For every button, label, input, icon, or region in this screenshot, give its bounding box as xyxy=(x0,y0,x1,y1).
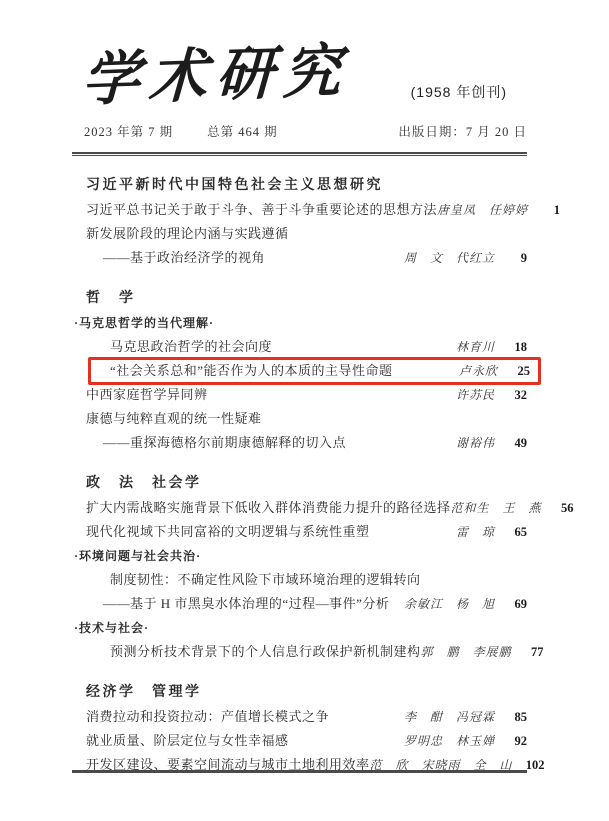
founded-note: (1958 年创刊) xyxy=(410,84,507,100)
journal-logo: 学术研究 xyxy=(80,38,351,113)
article-authors: 谢裕伟 xyxy=(455,436,495,450)
toc-row xyxy=(72,705,527,729)
article-title: ——重探海德格尔前期康德解释的切入点 xyxy=(103,435,347,450)
article-page-number: 49 xyxy=(514,436,527,450)
toc-row xyxy=(72,520,527,544)
article-title: 习近平新时代中国特色社会主义思想研究 xyxy=(86,178,383,193)
article-title: ·技术与社会· xyxy=(74,621,150,635)
article-page-number: 1 xyxy=(553,203,561,217)
article-authors: 余敏江 杨 旭 xyxy=(403,597,495,611)
article-title: 经济学 管理学 xyxy=(86,685,202,700)
article-title: 预测分析技术背景下的个人信息行政保护新机制建构 xyxy=(110,644,421,659)
article-page-number: 92 xyxy=(514,734,527,748)
toc-row xyxy=(72,431,527,455)
article-page-number: 18 xyxy=(514,340,527,354)
article-title: ·环境问题与社会共治· xyxy=(74,549,202,563)
article-authors: 唐皇凤 任婷婷 xyxy=(437,203,529,217)
article-title: 政 法 社会学 xyxy=(86,476,202,491)
article-title: “社会关系总和”能否作为人的本质的主导性命题 xyxy=(110,363,393,378)
article-authors: 罗明忠 林玉婵 xyxy=(403,734,495,748)
article-title: 消费拉动和投资拉动：产值增长模式之争 xyxy=(86,709,330,724)
article-title: 中西家庭哲学异同辨 xyxy=(86,387,208,402)
article-page-number: 85 xyxy=(514,710,527,724)
article-page-number: 69 xyxy=(514,597,527,611)
article-authors: 李 酣 冯冠霖 xyxy=(403,710,495,724)
article-title: 马克思政治哲学的社会向度 xyxy=(110,339,273,354)
article-authors: 郭 鹏 李展鹏 xyxy=(420,645,512,659)
toc-row xyxy=(72,640,544,664)
article-page-number: 32 xyxy=(514,388,527,402)
section-heading xyxy=(72,681,527,705)
subsection-label xyxy=(72,616,527,640)
section-heading xyxy=(72,472,527,496)
issue-number: 2023 年第 7 期 xyxy=(84,125,174,139)
section-heading xyxy=(72,174,527,198)
subsection-label xyxy=(72,544,527,568)
toc-row xyxy=(72,198,561,222)
article-title: ——基于政治经济学的视角 xyxy=(103,250,266,265)
toc-row xyxy=(72,753,545,777)
toc-row xyxy=(72,496,574,520)
article-title: 扩大内需战略实施背景下低收入群体消费能力提升的路径选择 xyxy=(86,500,451,515)
toc-row xyxy=(72,335,527,359)
article-title: ——基于 H 市黑臭水体治理的“过程—事件”分析 xyxy=(103,596,390,611)
masthead xyxy=(72,0,527,152)
article-page-number: 77 xyxy=(531,645,544,659)
toc-row xyxy=(72,568,527,592)
article-title: 开发区建设、要素空间流动与城市土地利用效率 xyxy=(86,757,370,772)
article-page-number: 25 xyxy=(517,364,530,378)
article-authors: 范和生 王 燕 xyxy=(450,501,542,515)
article-page-number: 56 xyxy=(561,501,574,515)
publish-date: 出版日期：7 月 20 日 xyxy=(398,125,527,139)
article-authors: 林育川 xyxy=(455,340,495,354)
article-authors: 周 文 代红立 xyxy=(403,251,495,265)
article-authors: 雷 琼 xyxy=(455,525,495,539)
article-title: 制度韧性：不确定性风险下市域环境治理的逻辑转向 xyxy=(110,572,421,587)
article-title: ·马克思哲学的当代理解· xyxy=(74,316,215,330)
subsection-label xyxy=(72,311,527,335)
toc-row xyxy=(72,407,527,431)
section-heading xyxy=(72,287,527,311)
table-of-contents xyxy=(72,156,574,777)
article-authors: 范 欣 宋晓雨 全 山 xyxy=(369,758,513,772)
article-authors: 许苏民 xyxy=(455,388,495,402)
issue-meta-row xyxy=(84,122,527,140)
article-title: 就业质量、阶层定位与女性幸福感 xyxy=(86,733,289,748)
article-page-number: 65 xyxy=(514,525,527,539)
article-title: 康德与纯粹直观的统一性疑难 xyxy=(86,411,262,426)
article-title: 习近平总书记关于敢于斗争、善于斗争重要论述的思想方法 xyxy=(86,202,438,217)
article-title: 现代化视域下共同富裕的文明逻辑与系统性重塑 xyxy=(86,524,370,539)
toc-row xyxy=(72,592,527,616)
toc-row xyxy=(72,729,527,753)
article-title: 哲 学 xyxy=(86,291,136,306)
article-authors: 卢永欣 xyxy=(458,364,498,378)
article-title: 新发展阶段的理论内涵与实践遵循 xyxy=(86,226,289,241)
article-page-number: 9 xyxy=(520,251,527,265)
article-page-number: 102 xyxy=(525,758,545,772)
toc-row xyxy=(72,222,527,246)
toc-row xyxy=(72,383,527,407)
toc-row xyxy=(72,246,527,270)
highlighted-article-row xyxy=(88,357,541,385)
bottom-double-rule xyxy=(72,770,527,773)
volume-number: 总第 464 期 xyxy=(207,125,278,139)
